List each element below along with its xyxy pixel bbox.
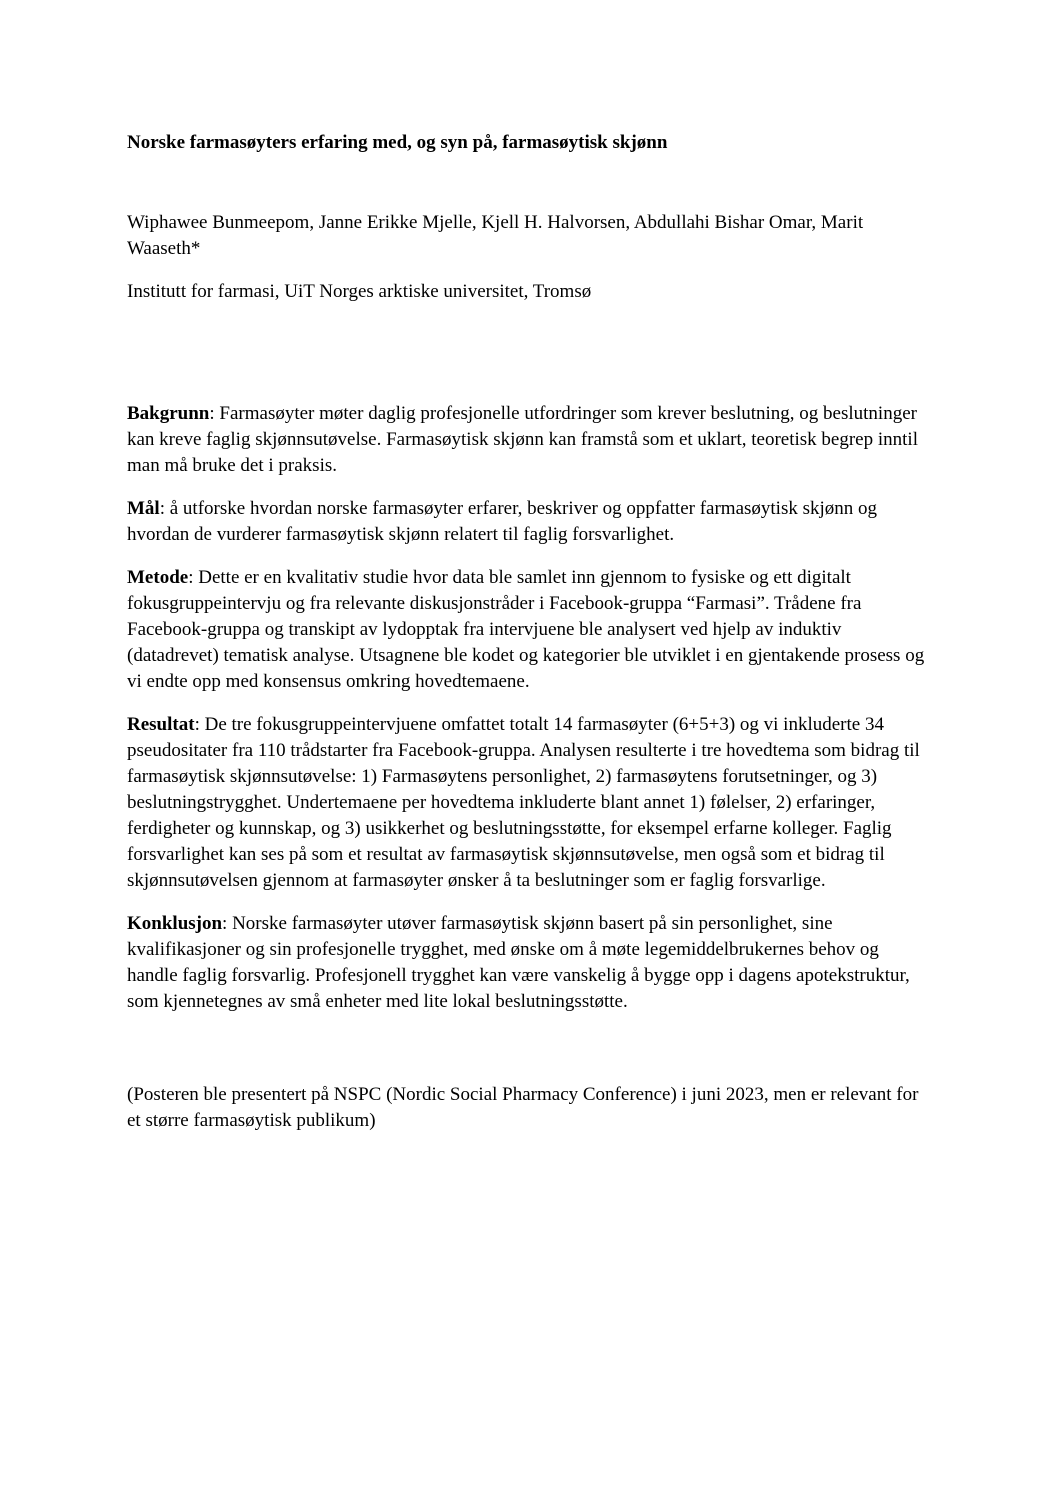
section-metode [127,565,927,695]
section-text: : De tre fokusgruppeintervjuene omfattet totalt 14 farmasøyter (6+5+3) og vi inkluderte 34 pseudositater fra 110 trådstarter fra Facebook-gruppa. Analysen resulterte i tre hovedtema som bidrag til farmasøytisk skjønnsutøvelse: 1) Farmasøytens personlighet, 2) farmasøytens forutsetninger, og 3) beslutningstrygghet. Undertemaene per hovedtema inkluderte blant annet 1) følelser, 2) erfaringer, ferdigheter og kunnskap, og 3) usikkerhet og beslutningsstøtte, for eksempel erfarne kolleger. Faglig forsvarlighet kan ses på som et resultat av farmasøytisk skjønnsutøvelse, men også som et bidrag til skjønnsutøvelsen gjennom at farmasøyter ønsker å ta beslutninger som er faglig forsvarlige. [127,714,920,891]
section-resultat [127,712,927,894]
section-text: : Norske farmasøyter utøver farmasøytisk skjønn basert på sin personlighet, sine kvalifikasjoner og sin profesjonelle trygghet, med ønske om å møte legemiddelbrukernes behov og handle faglig forsvarlig. Profesjonell trygghet kan være vanskelig å bygge opp i dagens apotekstruktur, som kjennetegnes av små enheter med lite lokal beslutningsstøtte. [127,913,910,1012]
section-label: Resultat [127,714,195,735]
section-maal [127,496,927,548]
section-text: : å utforske hvordan norske farmasøyter erfarer, beskriver og oppfatter farmasøytisk skjønn og hvordan de vurderer farmasøytisk skjønn relatert til faglig forsvarlighet. [127,498,878,545]
section-label: Bakgrunn [127,403,210,424]
document-title: Norske farmasøyters erfaring med, og syn på, farmasøytisk skjønn [127,132,668,153]
document-body [127,130,927,1134]
section-text: : Dette er en kvalitativ studie hvor data ble samlet inn gjennom to fysiske og ett digitalt fokusgruppeintervju og fra relevante diskusjonstråder i Facebook-gruppa “Farmasi”. Trådene fra Facebook-gruppa og transkipt av lydopptak fra intervjuene ble analysert ved hjelp av induktiv (datadrevet) tematisk analyse. Utsagnene ble kodet og kategorier ble utviklet i en gjentakende prosess og vi endte opp med konsensus omkring hovedtemaene. [127,567,925,692]
section-label: Metode [127,567,189,588]
section-konklusjon [127,911,927,1015]
affiliation: Institutt for farmasi, UiT Norges arktiske universitet, Tromsø [127,281,592,302]
presentation-note: (Posteren ble presentert på NSPC (Nordic Social Pharmacy Conference) i juni 2023, men er relevant for et større farmasøytisk publikum) [127,1084,919,1131]
section-label: Mål [127,498,160,519]
author-list: Wiphawee Bunmeepom, Janne Erikke Mjelle, Kjell H. Halvorsen, Abdullahi Bishar Omar, Marit Waaseth* [127,212,864,259]
section-text: : Farmasøyter møter daglig profesjonelle utfordringer som krever beslutning, og beslutninger kan kreve faglig skjønnsutøvelse. Farmasøytisk skjønn kan framstå som et uklart, teoretisk begrep inntil man må bruke det i praksis. [127,403,918,476]
section-label: Konklusjon [127,913,223,934]
section-bakgrunn [127,401,927,479]
